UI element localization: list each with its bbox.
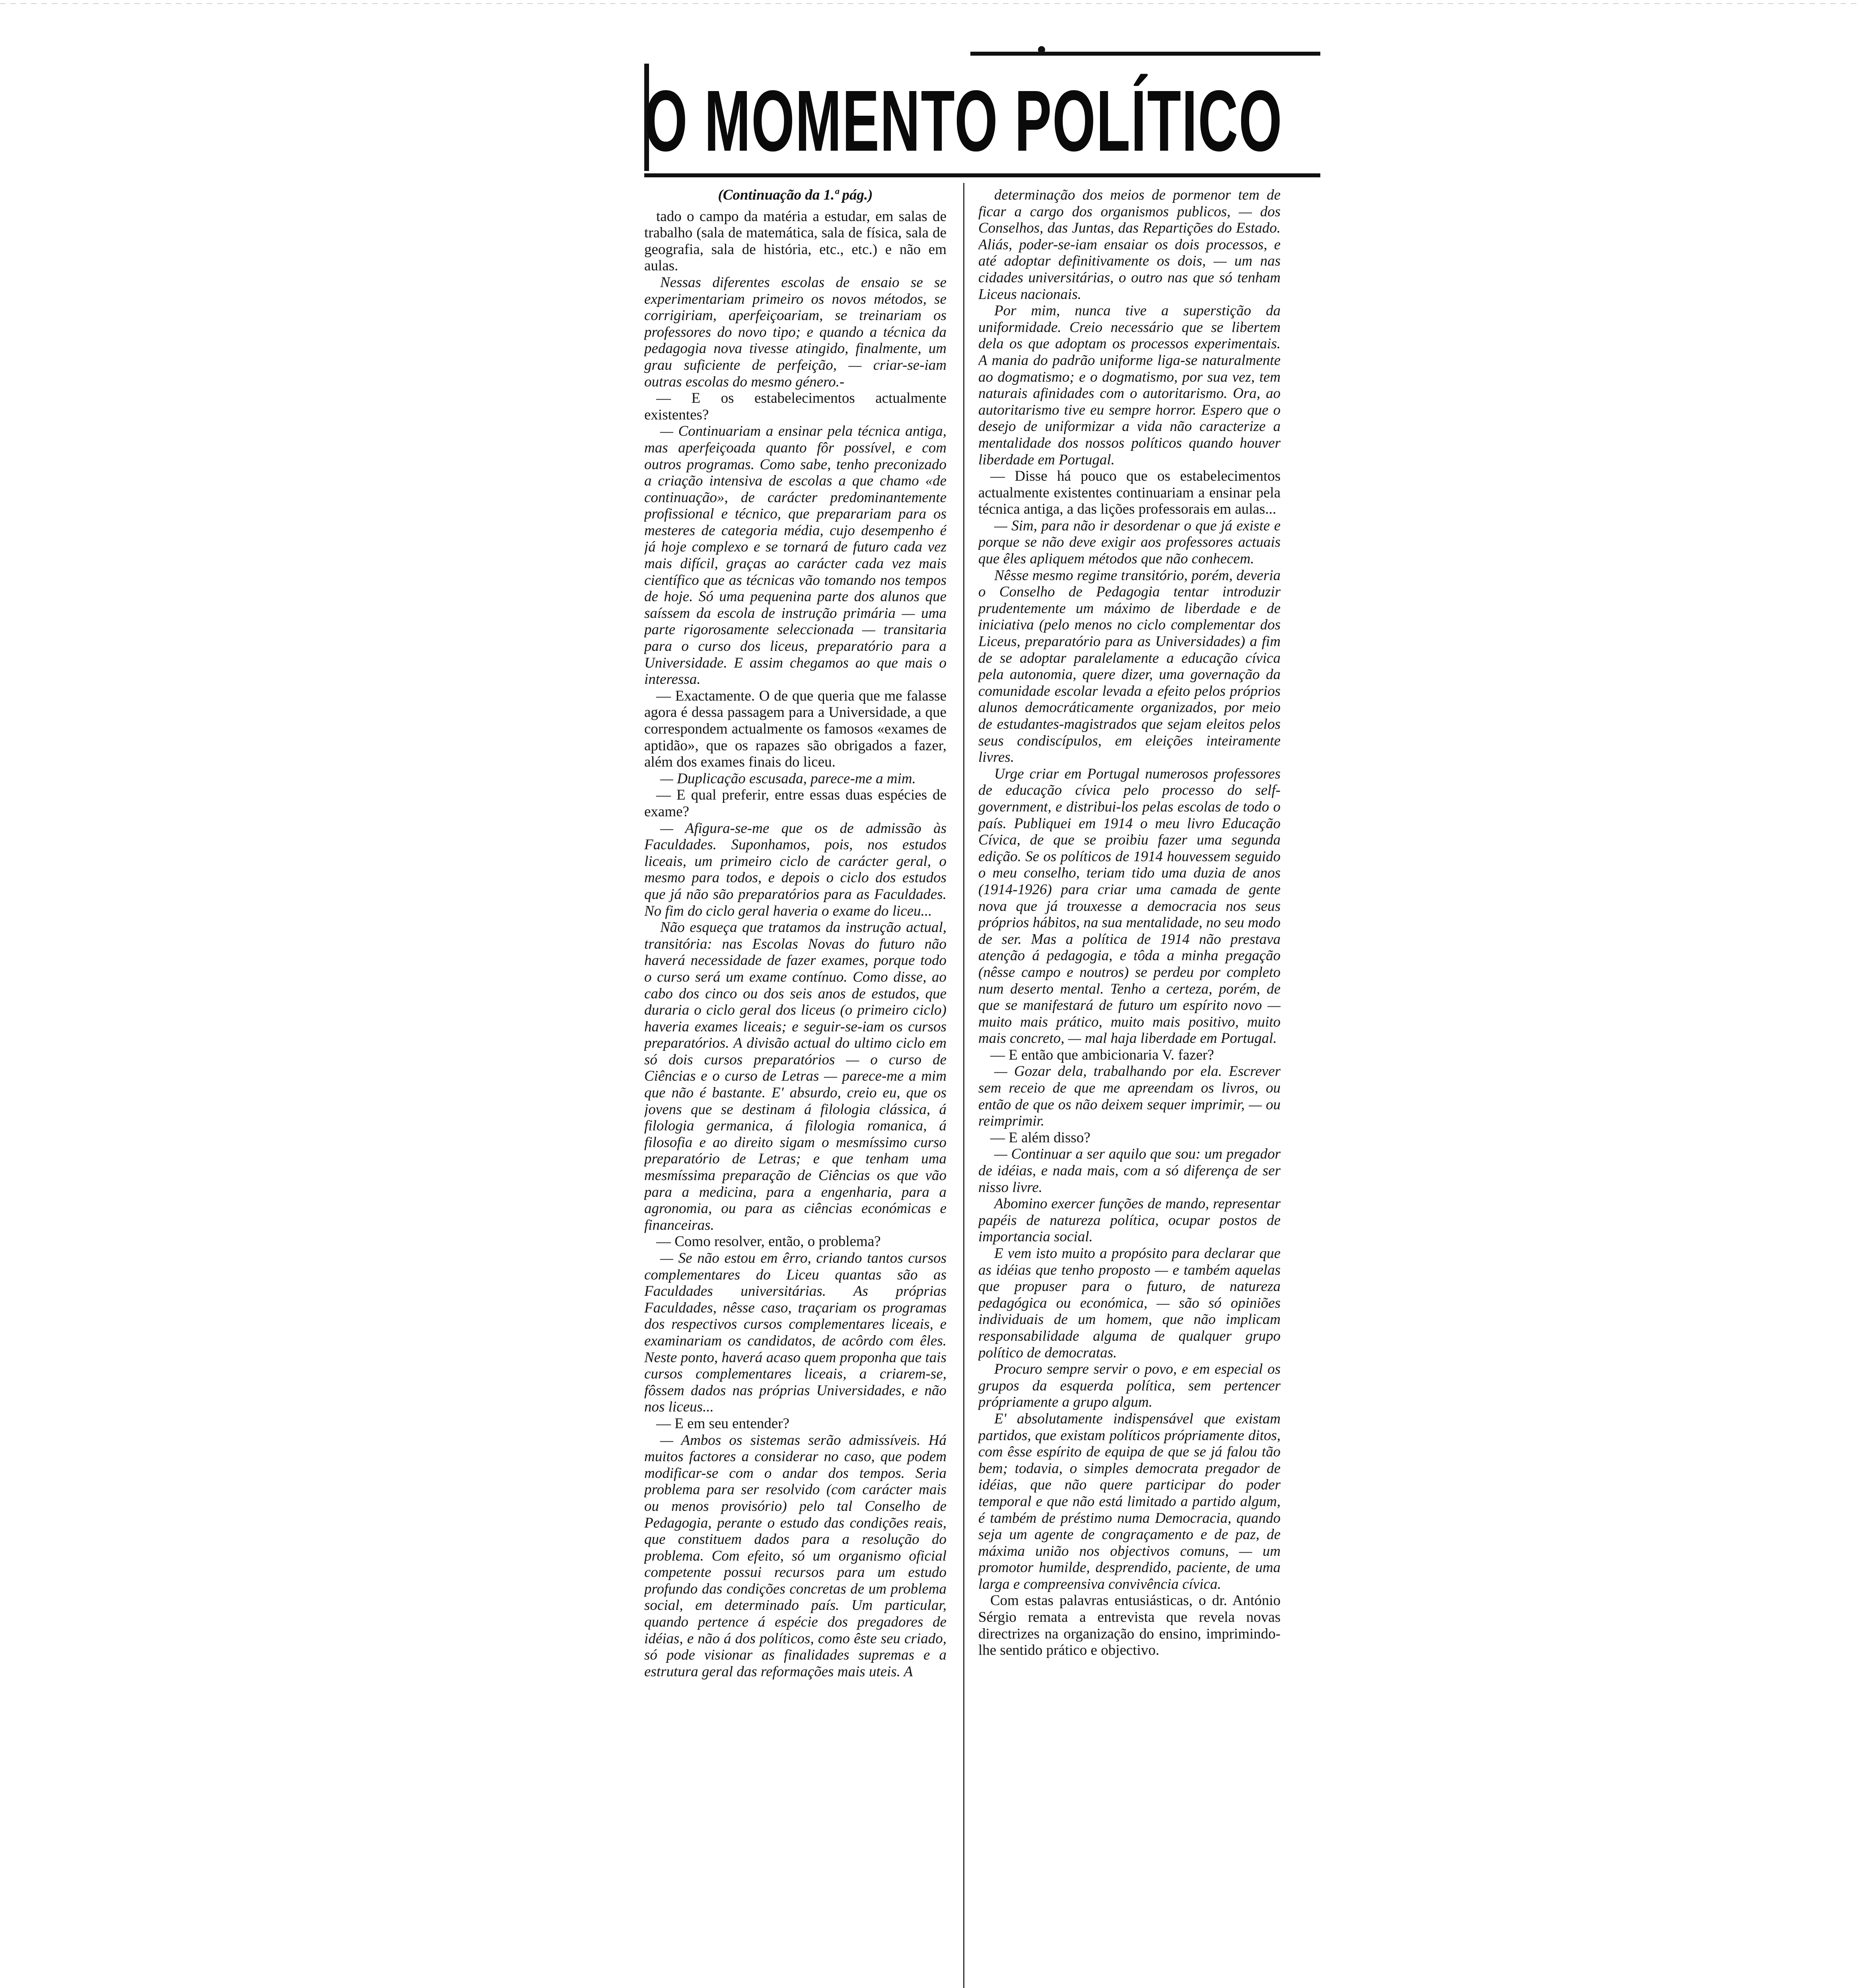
paragraph: Nêsse mesmo regime transitório, porém, deveria o Conselho de Pedagogia tentar introduzir prudentemente um máximo de liberdade e de iniciativa (pelo menos no ciclo complementar dos Liceus, preparatório para as Universidades) a fim de se adoptar paralelamente a educação cívica pela autonomia, quere dizer, uma governação da comunidade escolar levada a efeito pelos próprios alunos democráticamente organizados, por meio de estudantes-magistrados que sejam eleitos pelos seus condiscípulos, em eleições inteiramente livres.: [978, 567, 1281, 766]
paragraph: — Ambos os sistemas serão admissíveis. Há muitos factores a considerar no caso, que podem modificar-se com o andar dos tempos. Seria problema para ser resolvido (com carácter mais ou menos provisório) pelo tal Conselho de Pedagogia, perante o estudo das condições reais, que constituem dados para a resolução do problema. Com efeito, só um organismo oficial competente possui recursos para um estudo profundo das condições concretas de um problema social, em determinado país. Um particular, quando pertence á espécie dos pregadores de idéias, e não á dos políticos, como êste seu criado, só pode visionar as finalidades supremas e a estrutura geral das reformações mais uteis. A: [644, 1432, 946, 1680]
paragraph: E' absolutamente indispensável que existam partidos, que existam políticos própriamente ditos, com êsse espírito de equipa de que se já falou tão bem; todavia, o simples democrata pregador de idéias, que não quere participar do poder temporal e que não está limitado a partido algum, é também de préstimo numa Democracia, quando seja um agente de congraçamento e de paz, de máxima união nos objectivos comuns, — um promotor humilde, desprendido, paciente, de uma larga e compreensiva convivência cívica.: [978, 1410, 1281, 1592]
paragraph: — Exactamente. O de que queria que me falasse agora é dessa passagem para a Universidade, a que correspondem actualmente os famosos «exames de aptidão», que os rapazes são obrigados a fazer, além dos exames finais do liceu.: [644, 687, 946, 771]
headline-underline: [644, 173, 1320, 177]
page-title: O MOMENTO POLÍTICO: [644, 73, 1283, 169]
paragraph: — Disse há pouco que os estabelecimentos actualmente existentes continuariam a ensinar pela técnica antiga, a das lições professorais em aulas...: [978, 468, 1281, 518]
paragraph: — Como resolver, então, o problema?: [656, 1233, 881, 1250]
paragraph: — E então que ambicionaria V. fazer?: [990, 1046, 1214, 1063]
paragraph: Abomino exercer funções de mando, representar papéis de natureza política, ocupar postos de importancia social.: [978, 1196, 1281, 1245]
paragraph: — E em seu entender?: [656, 1415, 789, 1432]
paragraph: Urge criar em Portugal numerosos professores de educação cívica pelo processo do self-government, e distribui-los pelas escolas de todo o país. Publiquei em 1914 o meu livro Educação Cívica, de que se proibiu fazer uma segunda edição. Se os políticos de 1914 houvessem seguido o meu conselho, teriam tido uma duzia de anos (1914-1926) para criar uma camada de gente nova que já trouxesse a democracia nos seus próprios hábitos, na sua mentalidade, no seu modo de ser. Mas a política de 1914 não prestava atenção á pedagogia, e tôda a minha pregação (nêsse campo e noutros) se perdeu por completo num deserto mental. Tenho a certeza, porém, de que se manifestará de futuro um espírito novo — muito mais prático, muito mais positivo, muito mais concreto, — mal haja liberdade em Portugal.: [978, 765, 1281, 1047]
newspaper-clipping: [644, 52, 1320, 1988]
paragraph: — Afigura-se-me que os de admissão às Faculdades. Suponhamos, pois, nos estudos liceais, um primeiro ciclo de carácter geral, o mesmo para todos, e depois o ciclo dos estudos que já não são preparatórios para as Faculdades. No fim do ciclo geral haveria o exame do liceu...: [644, 820, 946, 919]
paragraph: Com estas palavras entusiásticas, o dr. António Sérgio remata a entrevista que revela novas directrizes na organização do ensino, imprimindo-lhe sentido prático e objectivo.: [978, 1592, 1281, 1659]
paragraph: — E além disso?: [990, 1129, 1090, 1146]
paragraph: — Se não estou em êrro, criando tantos cursos complementares do Liceu quantas são as Faculdades universitárias. As próprias Faculdades, nêsse caso, traçariam os programas dos respectivos cursos complementares liceais, e examinariam os candidatos, de acôrdo com êles. Neste ponto, haverá acaso quem proponha que tais cursos complementares liceais, a criarem-se, fôssem dados nas próprias Universidades, e não nos liceus...: [644, 1250, 946, 1415]
paragraph: E vem isto muito a propósito para declarar que as idéias que tenho proposto — e também aquelas que propuser para o futuro, de natureza pedagógica ou económica, — são só opiniões individuais de um homem, que não implicam responsabilidade alguma de qualquer grupo político de democratas.: [978, 1245, 1281, 1361]
paragraph: — Continuariam a ensinar pela técnica antiga, mas aperfeiçoada quanto fôr possível, e com outros programas. Como sabe, tenho preconizado a criação intensiva de escolas a que chamo «de continuação», de carácter predominantemente profissional e técnico, que preparariam para os mesteres de categoria média, cujo desempenho é já hoje complexo e se tornará de futuro cada vez mais difícil, graças ao carácter cada vez mais científico que as técnicas vão tomando nos tempos de hoje. Só uma pequenina parte dos alunos que saíssem da escola de instrução primária — uma parte rigorosamente seleccionada — transitaria para o curso dos liceus, preparatório para a Universidade. E assim chegamos ao que mais o interessa.: [644, 423, 946, 688]
continuation-note: (Continuação da 1.ª pág.): [718, 187, 873, 203]
column-divider: [963, 183, 964, 1988]
article-column-right: [978, 187, 1281, 1988]
headline-top-rule: [970, 52, 1320, 56]
paragraph: Não esqueça que tratamos da instrução actual, transitória: nas Escolas Novas do futuro não haverá necessidade de fazer exames, porque todo o curso será um exame contínuo. Como disse, ao cabo dos cinco ou dos seis anos de estudos, que duraria o ciclo geral dos liceus (o primeiro ciclo) haveria exames liceais; e seguir-se-iam os cursos preparatórios. A divisão actual do ultimo ciclo em só dois cursos preparatórios — o curso de Ciências e o curso de Letras — parece-me a mim que não é bastante. E' absurdo, creio eu, que os jovens que se destinam á filologia clássica, á filologia germanica, á filologia romanica, á filosofia e ao direito sigam o mesmíssimo curso preparatório de Letras; e que tenham uma mesmíssima preparação de Ciências os que vão para a medicina, para a engenharia, para a agronomia, ou para as ciências económicas e financeiras.: [644, 919, 946, 1233]
headline-ink-dot: [1038, 46, 1045, 53]
paragraph: tado o campo da matéria a estudar, em salas de trabalho (sala de matemática, sala de física, sala de geografia, sala de história, etc., etc.) e não em aulas.: [644, 208, 946, 274]
paragraph: Procuro sempre servir o povo, e em especial os grupos da esquerda política, sem pertencer própriamente a grupo algum.: [978, 1361, 1281, 1411]
paragraph: Por mim, nunca tive a superstição da uniformidade. Creio necessário que se libertem dela os que adoptam os processos experimentais. A mania do padrão uniforme liga-se naturalmente ao dogmatismo; e o dogmatismo, por sua vez, tem naturais afinidades com o autoritarismo. Ora, ao autoritarismo tive eu sempre horror. Espero que o desejo de uniformizar a vida não caracterize a mentalidade dos nossos políticos quando houver liberdade em Portugal.: [978, 303, 1281, 468]
paragraph: — E os estabelecimentos actualmente existentes?: [644, 390, 946, 423]
article-column-left: [644, 187, 946, 1988]
paragraph: — Gozar dela, trabalhando por ela. Escrever sem receio de que me apreendam os livros, ou então de que os não deixem sequer imprimir, — ou reimprimir.: [978, 1063, 1281, 1130]
paragraph: — Sim, para não ir desordenar o que já existe e porque se não deve exigir aos professores actuais que êles apliquem métodos que não conhecem.: [978, 517, 1281, 567]
paragraph: — E qual preferir, entre essas duas espécies de exame?: [644, 787, 946, 820]
paragraph: Nessas diferentes escolas de ensaio se se experimentariam primeiro os novos métodos, se corrigiriam, aperfeiçoariam, se treinariam os professores do novo tipo; e quando a técnica da pedagogia nova tivesse atingido, finalmente, um grau suficiente de perfeição, — criar-se-iam outras escolas do mesmo género.-: [644, 274, 946, 390]
paragraph: — Duplicação escusada, parece-me a mim.: [660, 770, 916, 787]
paragraph: determinação dos meios de pormenor tem de ficar a cargo dos organismos publicos, — dos Conselhos, das Juntas, das Repartições do Estado. Aliás, poder-se-iam ensaiar os dois processos, e até adoptar definitivamente os dois, — um nas cidades universitárias, o outro nas que só tenham Liceus nacionais.: [978, 187, 1281, 303]
paragraph: — Continuar a ser aquilo que sou: um pregador de idéias, e nada mais, com a só diferença de ser nisso livre.: [978, 1146, 1281, 1196]
page-top-rule: [0, 3, 1858, 4]
